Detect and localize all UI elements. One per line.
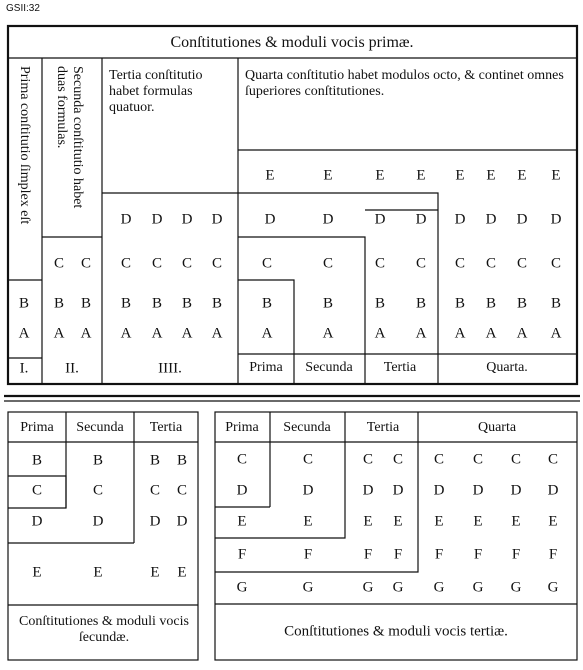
note-E: E	[303, 513, 313, 530]
note-A: A	[151, 325, 163, 342]
note-A: A	[415, 325, 427, 342]
label-secunda: Secunda	[305, 360, 353, 375]
note-D: D	[485, 211, 497, 228]
note-D: D	[547, 482, 559, 499]
note-D: D	[472, 482, 484, 499]
caption-vocis-tertiae: Conſtitutiones & moduli vocis tertiæ.	[284, 623, 508, 640]
note-C: C	[374, 255, 386, 272]
note-D: D	[433, 482, 445, 499]
note-C: C	[550, 255, 562, 272]
note-E: E	[393, 513, 403, 530]
note-E: E	[237, 513, 247, 530]
note-D: D	[264, 211, 276, 228]
note-D: D	[302, 482, 314, 499]
note-D: D	[92, 513, 104, 530]
note-G: G	[433, 579, 445, 596]
note-E: E	[32, 564, 42, 581]
note-C: C	[454, 255, 466, 272]
numeral-two: II.	[65, 360, 79, 377]
note-C: C	[302, 451, 314, 468]
note-A: A	[181, 325, 193, 342]
note-E: E	[473, 513, 483, 530]
note-C: C	[433, 451, 445, 468]
note-D: D	[176, 513, 188, 530]
note-A: A	[550, 325, 562, 342]
prima-constitutio-label: Prima conſtitutio ſimplex eſt	[17, 66, 32, 225]
note-E: E	[177, 564, 187, 581]
caption-vocis-secundae: Conſtitutiones & moduli vocis ſecundæ.	[19, 614, 189, 645]
note-E: E	[511, 513, 521, 530]
note-C: C	[472, 451, 484, 468]
note-A: A	[53, 325, 65, 342]
note-D: D	[151, 211, 163, 228]
note-D: D	[149, 513, 161, 530]
note-D: D	[392, 482, 404, 499]
note-C: C	[392, 451, 404, 468]
label-prima: Prima	[249, 360, 283, 375]
note-F: F	[363, 546, 373, 563]
tertia-constitutio-label: Tertia conſtitutio habet formulas quatuor.	[109, 68, 203, 115]
note-C: C	[362, 451, 374, 468]
note-B: B	[322, 295, 334, 312]
note-C: C	[211, 255, 223, 272]
note-C: C	[516, 255, 528, 272]
numeral-four: IIII.	[158, 360, 182, 377]
note-B: B	[151, 295, 163, 312]
note-E: E	[551, 167, 561, 184]
note-F: F	[303, 546, 313, 563]
note-E: E	[93, 564, 103, 581]
note-D: D	[120, 211, 132, 228]
note-D: D	[236, 482, 248, 499]
note-C: C	[53, 255, 65, 272]
note-C: C	[322, 255, 334, 272]
note-F: F	[511, 546, 521, 563]
note-C: C	[120, 255, 132, 272]
note-A: A	[516, 325, 528, 342]
note-A: A	[485, 325, 497, 342]
note-F: F	[548, 546, 558, 563]
note-E: E	[486, 167, 496, 184]
note-G: G	[510, 579, 522, 596]
label-quarta: Quarta.	[486, 360, 528, 375]
numeral-one: I.	[19, 360, 29, 377]
header-tertia: Tertia	[366, 420, 400, 435]
note-E: E	[455, 167, 465, 184]
note-C: C	[31, 482, 43, 499]
note-A: A	[18, 325, 30, 342]
note-D: D	[322, 211, 334, 228]
note-B: B	[92, 452, 104, 469]
note-D: D	[510, 482, 522, 499]
note-B: B	[550, 295, 562, 312]
note-B: B	[374, 295, 386, 312]
note-C: C	[236, 451, 248, 468]
note-B: B	[211, 295, 223, 312]
note-B: B	[176, 452, 188, 469]
note-E: E	[363, 513, 373, 530]
note-F: F	[434, 546, 444, 563]
note-A: A	[322, 325, 334, 342]
note-E: E	[434, 513, 444, 530]
note-G: G	[547, 579, 559, 596]
note-B: B	[454, 295, 466, 312]
note-E: E	[375, 167, 385, 184]
note-B: B	[485, 295, 497, 312]
note-E: E	[323, 167, 333, 184]
note-D: D	[362, 482, 374, 499]
note-B: B	[415, 295, 427, 312]
note-E: E	[416, 167, 426, 184]
note-D: D	[415, 211, 427, 228]
note-E: E	[150, 564, 160, 581]
note-B: B	[261, 295, 273, 312]
note-C: C	[547, 451, 559, 468]
note-C: C	[151, 255, 163, 272]
note-G: G	[302, 579, 314, 596]
note-C: C	[80, 255, 92, 272]
note-E: E	[517, 167, 527, 184]
header-tertia: Tertia	[149, 420, 183, 435]
note-C: C	[181, 255, 193, 272]
note-D: D	[211, 211, 223, 228]
note-B: B	[149, 452, 161, 469]
note-C: C	[176, 482, 188, 499]
note-G: G	[472, 579, 484, 596]
note-A: A	[120, 325, 132, 342]
note-B: B	[31, 452, 43, 469]
note-B: B	[516, 295, 528, 312]
note-B: B	[181, 295, 193, 312]
note-A: A	[261, 325, 273, 342]
header-secunda: Secunda	[283, 420, 331, 435]
header-secunda: Secunda	[76, 420, 124, 435]
note-C: C	[485, 255, 497, 272]
note-C: C	[149, 482, 161, 499]
note-B: B	[120, 295, 132, 312]
quarta-constitutio-label: Quarta conſtitutio habet modulos octo, & continet omnes ſuperiores conſtitutiones.	[245, 68, 564, 99]
top-table-title: Conſtitutiones & moduli vocis primæ.	[170, 34, 414, 51]
page-reference: GSII:32	[6, 3, 40, 14]
header-prima: Prima	[20, 420, 54, 435]
note-A: A	[80, 325, 92, 342]
note-B: B	[18, 295, 30, 312]
note-C: C	[261, 255, 273, 272]
note-F: F	[473, 546, 483, 563]
note-B: B	[80, 295, 92, 312]
note-F: F	[237, 546, 247, 563]
label-tertia: Tertia	[383, 360, 417, 375]
note-A: A	[374, 325, 386, 342]
note-G: G	[362, 579, 374, 596]
note-B: B	[53, 295, 65, 312]
note-C: C	[510, 451, 522, 468]
note-C: C	[415, 255, 427, 272]
note-D: D	[516, 211, 528, 228]
note-D: D	[374, 211, 386, 228]
note-C: C	[92, 482, 104, 499]
note-G: G	[392, 579, 404, 596]
note-E: E	[265, 167, 275, 184]
note-E: E	[548, 513, 558, 530]
note-D: D	[181, 211, 193, 228]
header-quarta: Quarta	[477, 420, 517, 435]
secunda-constitutio-label: Secunda conſtitutio habet duas formulas.	[54, 66, 85, 209]
note-F: F	[393, 546, 403, 563]
note-G: G	[236, 579, 248, 596]
note-A: A	[211, 325, 223, 342]
header-prima: Prima	[225, 420, 259, 435]
note-D: D	[31, 513, 43, 530]
note-D: D	[550, 211, 562, 228]
note-D: D	[454, 211, 466, 228]
note-A: A	[454, 325, 466, 342]
